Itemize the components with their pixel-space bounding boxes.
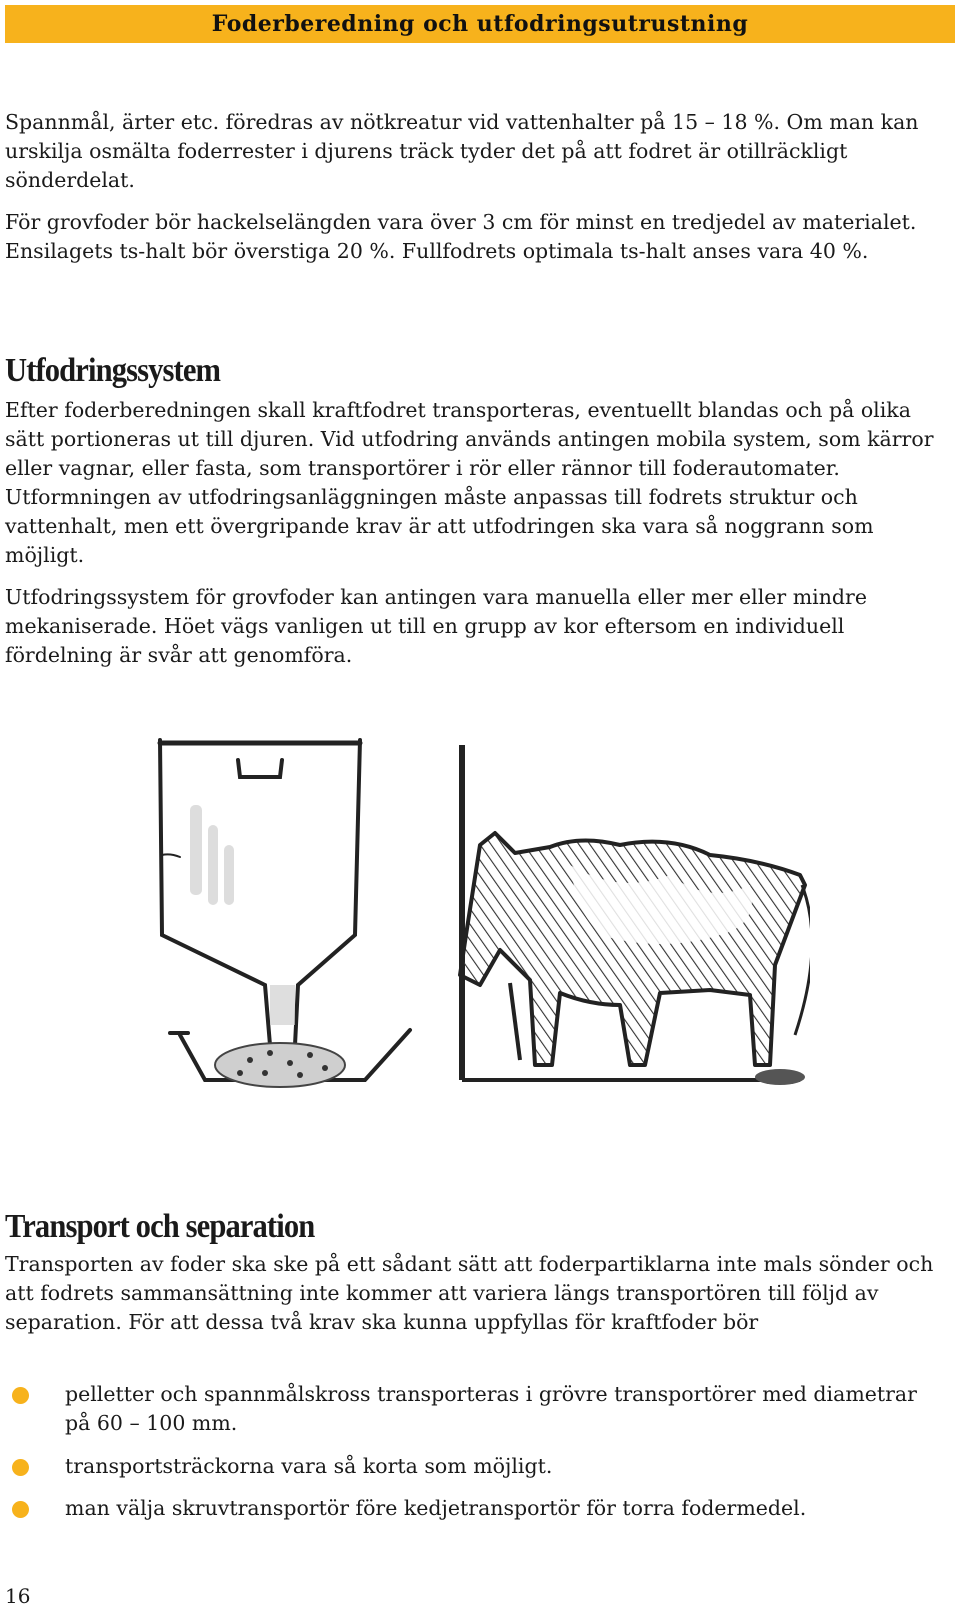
bullet-text: man välja skruvtransportör före kedjetransportör för torra fodermedel. (65, 1496, 807, 1520)
bullet-dot-icon (12, 1501, 29, 1518)
hopper-shading (190, 805, 295, 1025)
section-heading-transport: Transport och separation (5, 1208, 315, 1245)
header-bar (5, 5, 955, 43)
bullet-text: pelletter och spannmålskross transporteras i grövre transportörer med diametrar på 60 – 100 mm. (65, 1382, 917, 1435)
intro-paragraph-2: För grovfoder bör hackelselängden vara över 3 cm för minst en tredjedel av materialet. Ensilagets ts-halt bör överstiga 20 %. Fullfodrets optimala ts-halt anses vara 40 %. (5, 210, 917, 263)
section1-paragraph-1: Efter foderberedningen skall kraftfodret transporteras, eventuellt blandas och på olika sätt portioneras ut till djuren. Vid utfodring används antingen mobila system, som kärror eller vagnar, eller fasta, som transportörer i rör eller rännor till foderautomater. Utformningen av utfodringsanläggningen måste anpassas till fodrets struktur och vattenhalt, men ett övergripande krav är att utfodringen ska vara så noggrann som möjligt. (5, 398, 934, 567)
section2-paragraph-1: Transporten av foder ska ske på ett sådant sätt att foderpartiklarna inte mals sönder och att fodrets sammansättning inte kommer att variera längs transportören till följd av separation. För att dessa två krav ska kunna uppfyllas för kraftfoder bör (5, 1252, 934, 1334)
section-heading-utfodringssystem: Utfodringssystem (5, 352, 221, 389)
bullet-text: transportsträckorna vara så korta som möjligt. (65, 1454, 553, 1478)
section1-paragraph-2: Utfodringssystem för grovfoder kan antingen vara manuella eller mer eller mindre mekaniserade. Höet vägs vanligen ut till en grupp av kor eftersom en individuell fördelning är svår att genomföra. (5, 585, 867, 667)
feed-pile (215, 1043, 345, 1087)
page-number: 16 (5, 1584, 31, 1608)
cow (460, 833, 810, 1065)
bullet-dot-icon (12, 1459, 29, 1476)
page-header-title: Foderberedning och utfodringsutrustning (211, 11, 749, 37)
feed-hopper (160, 740, 360, 1045)
feeder-cow-illustration (150, 735, 810, 1109)
bullet-dot-icon (12, 1387, 29, 1404)
intro-paragraph-1: Spannmål, ärter etc. föredras av nötkreatur vid vattenhalter på 15 – 18 %. Om man kan urskilja osmälta foderrester i djurens träck tyder det på att fodret är otillräckligt sönderdelat. (5, 110, 919, 192)
